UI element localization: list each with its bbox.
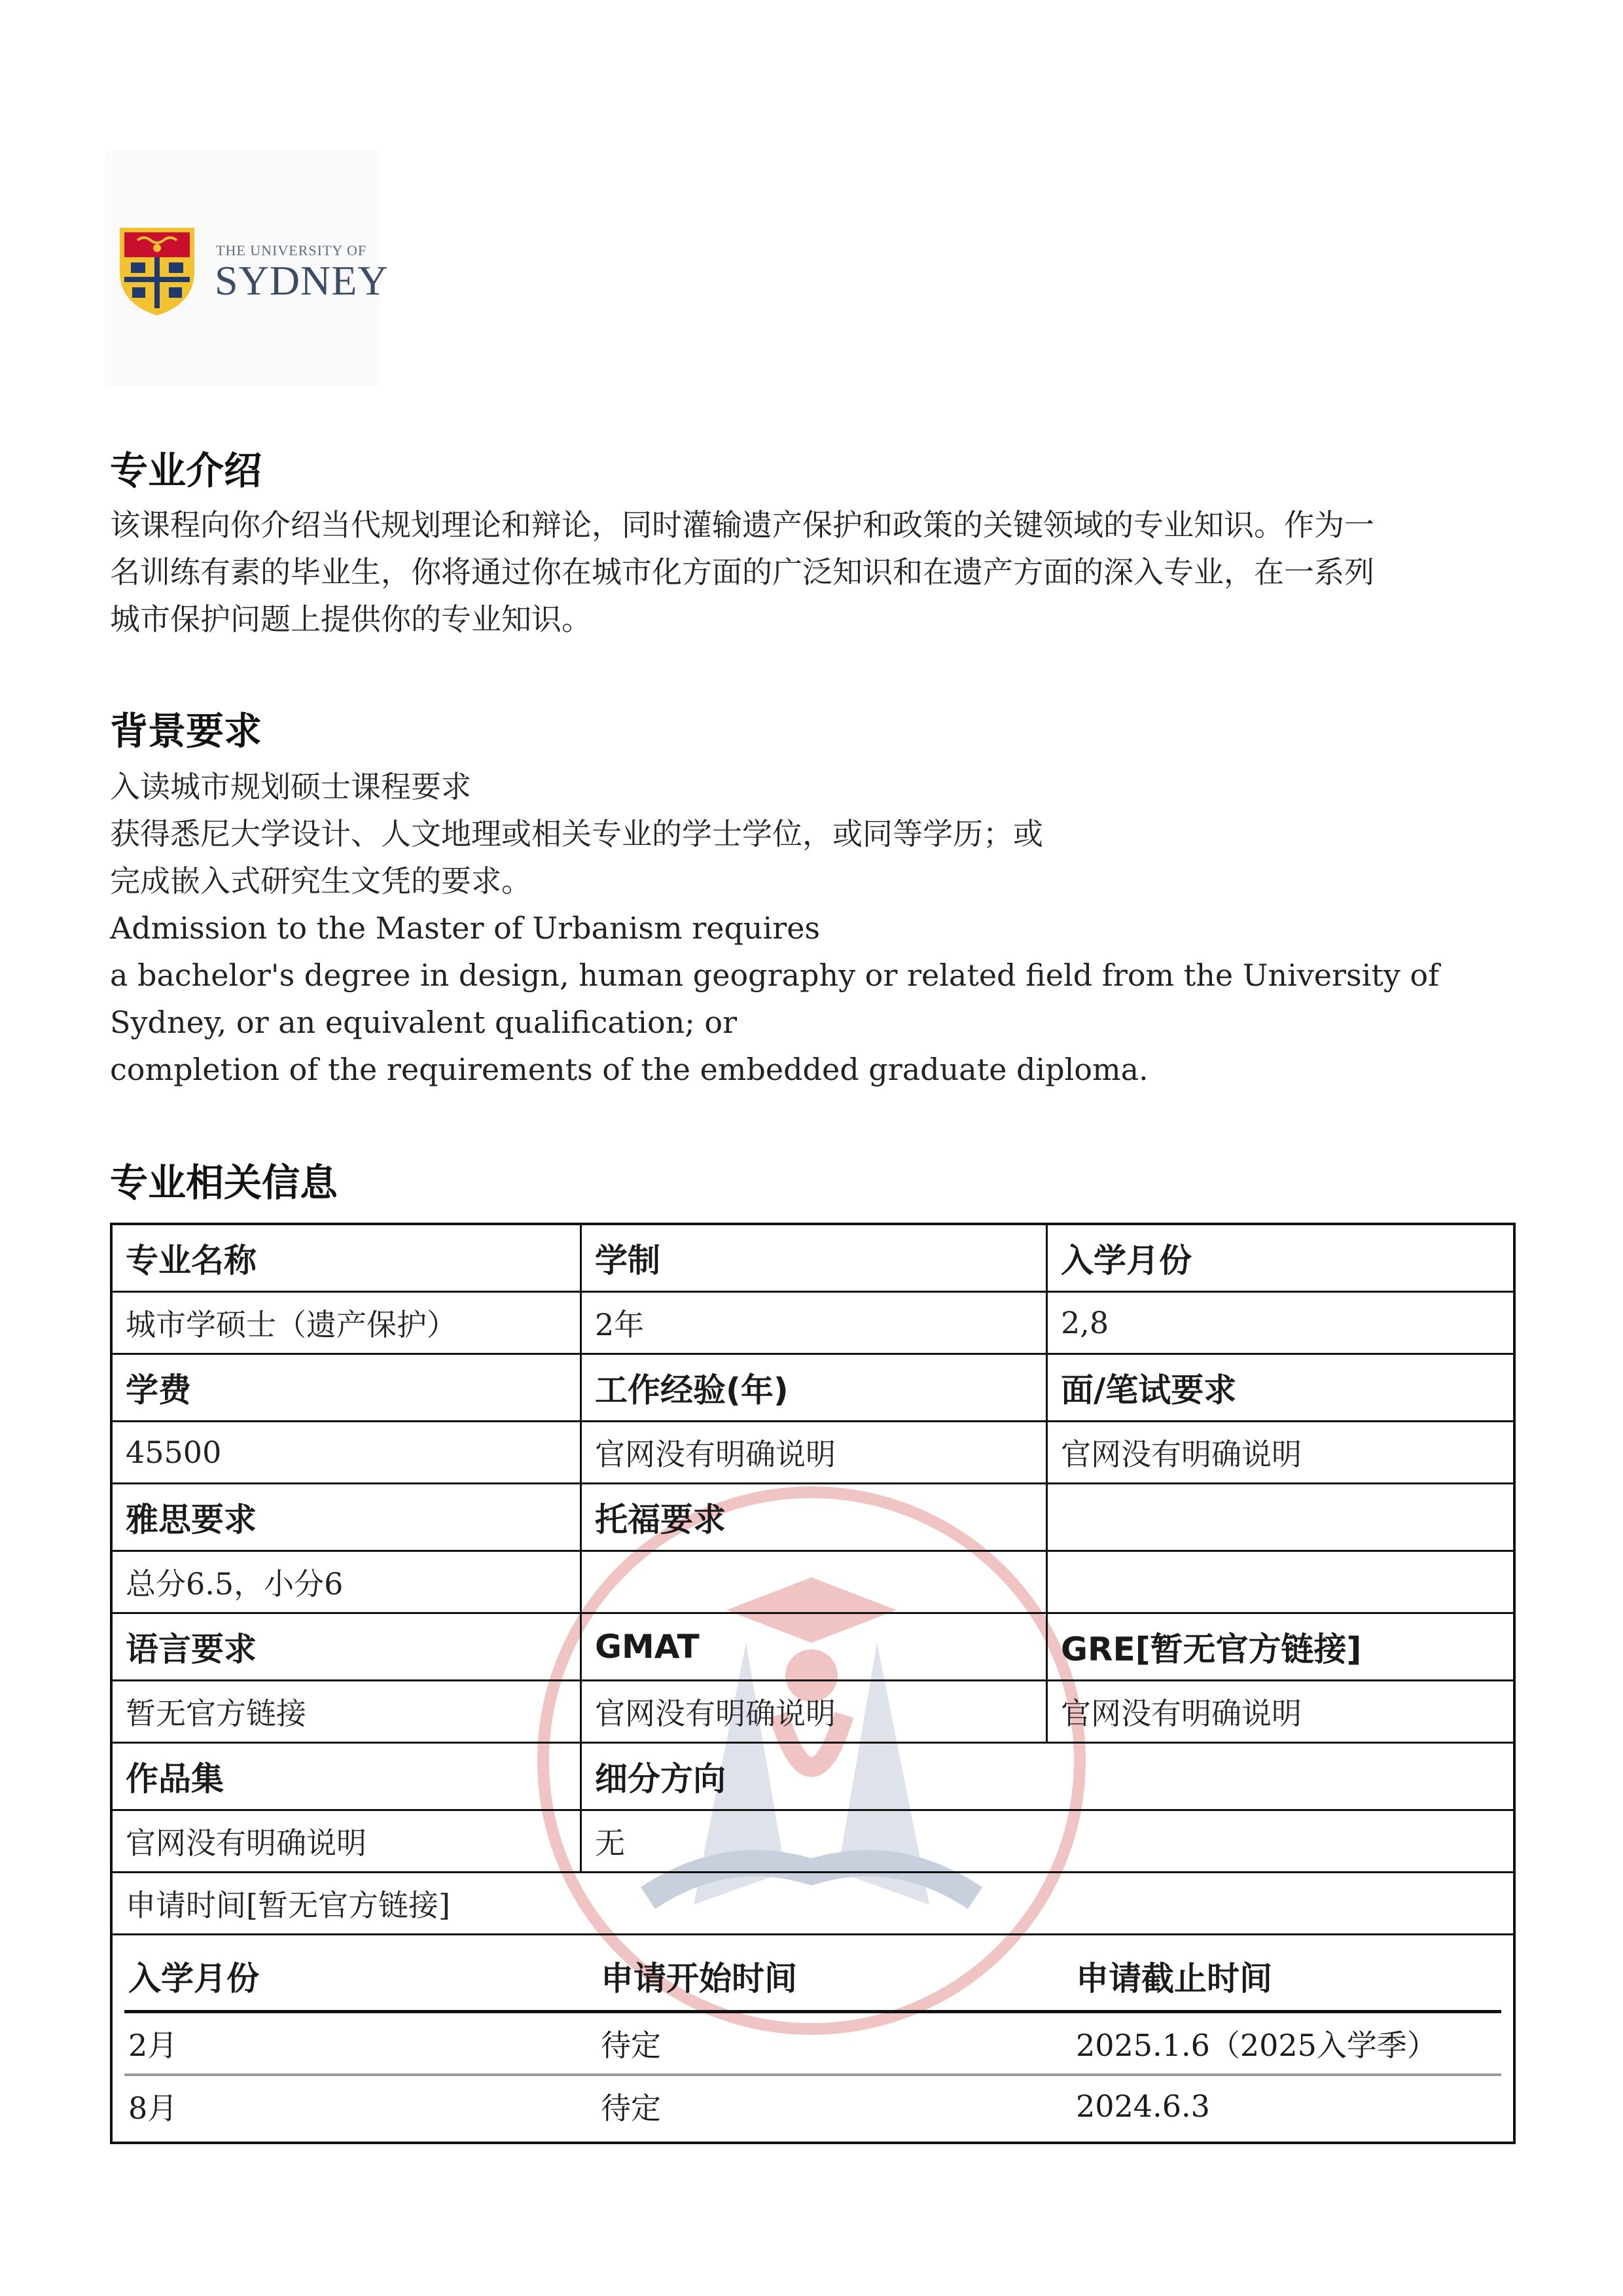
toefl-value	[580, 1552, 1046, 1612]
schedule-header: 申请开始时间	[601, 1960, 797, 1998]
intro-title: 专业介绍	[110, 448, 262, 493]
table-row	[113, 1873, 1513, 1935]
toefl-label: 托福要求	[580, 1484, 1046, 1550]
background-line: 入读城市规划硕士课程要求	[110, 769, 471, 804]
program-name-label: 专业名称	[126, 1242, 257, 1280]
intro-paragraph	[110, 501, 1510, 643]
empty-cell	[1046, 1552, 1513, 1612]
interview-label: 面/笔试要求	[1046, 1355, 1513, 1420]
schedule-table	[113, 1935, 1513, 2142]
gre-value: 官网没有明确说明	[1046, 1681, 1513, 1742]
intro-line: 名训练有素的毕业生，你将通过你在城市化方面的广泛知识和在遗产方面的深入专业，在一系列	[110, 554, 1374, 590]
table-row	[113, 1935, 1513, 2142]
background-line: 获得悉尼大学设计、人文地理或相关专业的学士学位，或同等学历；或	[110, 816, 1043, 852]
background-line: a bachelor's degree in design, human geography or related field from the University of	[110, 958, 1440, 993]
schedule-cell: 2024.6.3	[1076, 2089, 1210, 2124]
lang-label: 语言要求	[126, 1630, 257, 1668]
background-line: Sydney, or an equivalent qualification; or	[110, 1005, 738, 1040]
info-title: 专业相关信息	[110, 1160, 338, 1205]
table-row	[113, 1552, 1513, 1614]
gre-label: GRE[暂无官方链接]	[1046, 1614, 1513, 1679]
intro-line: 该课程向你介绍当代规划理论和辩论，同时灌输遗产保护和政策的关键领域的专业知识。作为一	[110, 507, 1374, 543]
background-line: completion of the requirements of the embedded graduate diploma.	[110, 1052, 1149, 1087]
program-info-table	[110, 1223, 1516, 2144]
logo-text-small: THE UNIVERSITY OF	[216, 242, 367, 259]
portfolio-value: 官网没有明确说明	[126, 1825, 366, 1861]
university-logo	[105, 151, 389, 386]
schedule-header: 申请截止时间	[1076, 1960, 1272, 1998]
direction-label: 细分方向	[580, 1744, 1513, 1809]
background-line: 完成嵌入式研究生文凭的要求。	[110, 863, 531, 899]
schedule-cell: 2025.1.6（2025入学季）	[1076, 2028, 1437, 2063]
empty-cell	[1046, 1484, 1513, 1550]
interview-value: 官网没有明确说明	[1046, 1422, 1513, 1482]
sydney-crest-icon	[118, 226, 196, 317]
app-time-label: 申请时间[暂无官方链接]	[126, 1888, 450, 1923]
schedule-header: 入学月份	[128, 1960, 259, 1998]
table-row	[113, 1355, 1513, 1422]
gmat-value: 官网没有明确说明	[580, 1681, 1046, 1742]
background-title: 背景要求	[110, 709, 262, 753]
gmat-label: GMAT	[580, 1614, 1046, 1679]
ielts-label: 雅思要求	[126, 1501, 257, 1539]
tuition-label: 学费	[126, 1371, 191, 1409]
duration-value: 2年	[580, 1293, 1046, 1353]
background-paragraph	[110, 763, 1510, 1093]
work-exp-value: 官网没有明确说明	[580, 1422, 1046, 1482]
table-row	[113, 1614, 1513, 1681]
schedule-cell: 待定	[601, 2028, 661, 2063]
program-name-value: 城市学硕士（遗产保护）	[126, 1307, 457, 1342]
table-row	[113, 1484, 1513, 1552]
background-line: Admission to the Master of Urbanism requires	[110, 910, 821, 946]
schedule-header-row	[124, 1942, 1501, 2013]
schedule-cell: 2月	[128, 2028, 178, 2063]
ielts-value: 总分6.5，小分6	[126, 1566, 344, 1602]
schedule-cell: 待定	[601, 2090, 661, 2126]
schedule-cell: 8月	[128, 2090, 178, 2126]
direction-value: 无	[580, 1811, 1513, 1871]
table-row	[113, 1293, 1513, 1355]
intro-line: 城市保护问题上提供你的专业知识。	[110, 601, 592, 637]
lang-value: 暂无官方链接	[126, 1696, 306, 1731]
table-row	[113, 1744, 1513, 1811]
duration-label: 学制	[580, 1225, 1046, 1291]
intake-label: 入学月份	[1046, 1225, 1513, 1291]
table-row	[113, 1422, 1513, 1484]
work-exp-label: 工作经验(年)	[580, 1355, 1046, 1420]
intake-value: 2,8	[1046, 1293, 1513, 1353]
schedule-row	[124, 2076, 1501, 2136]
portfolio-label: 作品集	[126, 1760, 224, 1798]
table-row	[113, 1681, 1513, 1744]
table-row	[113, 1225, 1513, 1293]
table-row	[113, 1811, 1513, 1873]
schedule-row	[124, 2013, 1501, 2076]
logo-text-big: SYDNEY	[215, 257, 389, 304]
tuition-value: 45500	[126, 1435, 222, 1470]
